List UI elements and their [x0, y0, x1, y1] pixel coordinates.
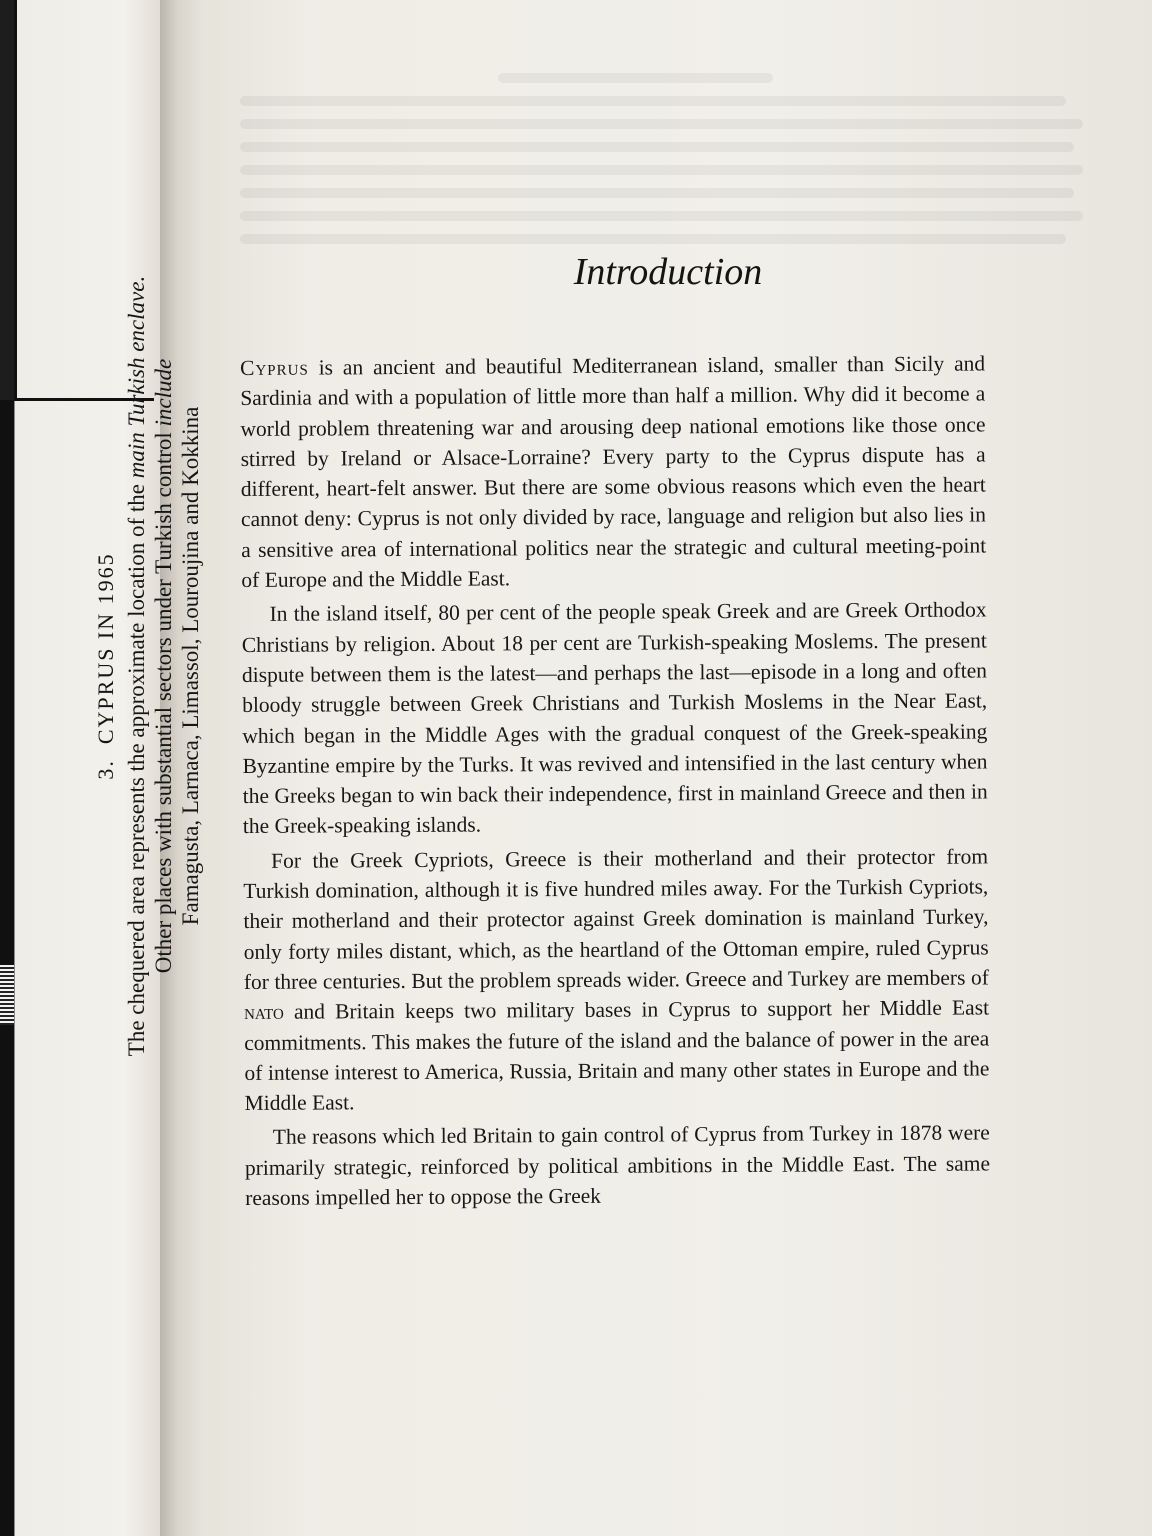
- caption-line-3: Famagusta, Larnaca, Limassol, Louroujina and Kokkina: [178, 406, 203, 926]
- caption-line-1: [123, 36, 150, 1296]
- lead-word: Cyprus: [240, 355, 309, 380]
- body-text: [240, 348, 990, 1217]
- map-border-vertical: [14, 0, 17, 400]
- caption-heading: CYPRUS IN 1965: [93, 552, 118, 745]
- paragraph-3: [243, 841, 990, 1118]
- right-page: [200, 0, 1152, 1536]
- caption-title: [92, 36, 119, 1296]
- chapter-title: Introduction: [573, 251, 763, 293]
- paragraph-2: In the island itself, 80 per cent of the people speak Greek and are Greek Orthodox Christians by religion. About 18 per cent are Turkish-speaking Moslems. The present dispute between them is the latest—and perhaps the last—episode in a long and often bloody struggle between Greek Christians and Turkish Moslems in the Near East, which began in the Middle Ages with the gradual conquest of the Greek-speaking Byzantine empire by the Turks. It was revived and intensified in the last century when the Greeks began to win back their independence, first in mainland Greece and then in the Greek-speaking islands.: [241, 597, 988, 839]
- paragraph-1: [240, 348, 986, 595]
- paragraph-1-text: is an ancient and beautiful Mediterranean island, smaller than Sicily and Sardinia and with a population of little more than half a million. Why did it become a world problem threatening war and arousing deep national emotions like those once stirred by Ireland or Alsace-Lorraine? Every party to the Cyprus dispute has a different, heart-felt answer. But there are some obvious reasons which even the heart cannot deny: Cyprus is not only divided by race, language and religion but also lies in a sensitive area of international politics near the strategic and cultural meeting-point of Europe and the Middle East.: [240, 351, 987, 593]
- caption-number: 3.: [93, 759, 118, 780]
- caption-line-1-italic: main Turkish enclave.: [124, 275, 149, 479]
- caption-line-2: [150, 36, 177, 1296]
- map-caption: [92, 36, 204, 1296]
- caption-line-2-italic: include: [151, 358, 176, 427]
- caption-line-2-text: Other places with substantial sectors under Turkish control: [151, 426, 176, 974]
- book-cover-edge: [0, 0, 14, 1536]
- paragraph-3-text-b: and Britain keeps two military bases in Cyprus to support her Middle East commitments. This makes the future of the island and the balance of power in the area of intense interest to America, Russia, Britain and many other states in Europe and the Middle East.: [244, 995, 990, 1116]
- paragraph-4: The reasons which led Britain to gain control of Cyprus from Turkey in 1878 were primarily strategic, reinforced by political ambitions in the Middle East. The same reasons impelled her to oppose the Greek: [244, 1120, 991, 1210]
- show-through-text: [240, 60, 1100, 256]
- barcode-sticker: [0, 965, 14, 1025]
- caption-line-1-text: The chequered area represents the approximate location of the: [124, 478, 149, 1057]
- nato-abbreviation: nato: [243, 999, 284, 1025]
- paragraph-3-text-a: For the Greek Cypriots, Greece is their motherland and their protector from Turkish domination, although it is five hundred miles away. For the Turkish Cypriots, their motherland and their protector against Greek domination is mainland Turkey, only forty miles distant, which, as the heartland of the Ottoman empire, ruled Cyprus for three centuries. But the problem spreads wider. Greece and Turkey are members of: [243, 844, 989, 994]
